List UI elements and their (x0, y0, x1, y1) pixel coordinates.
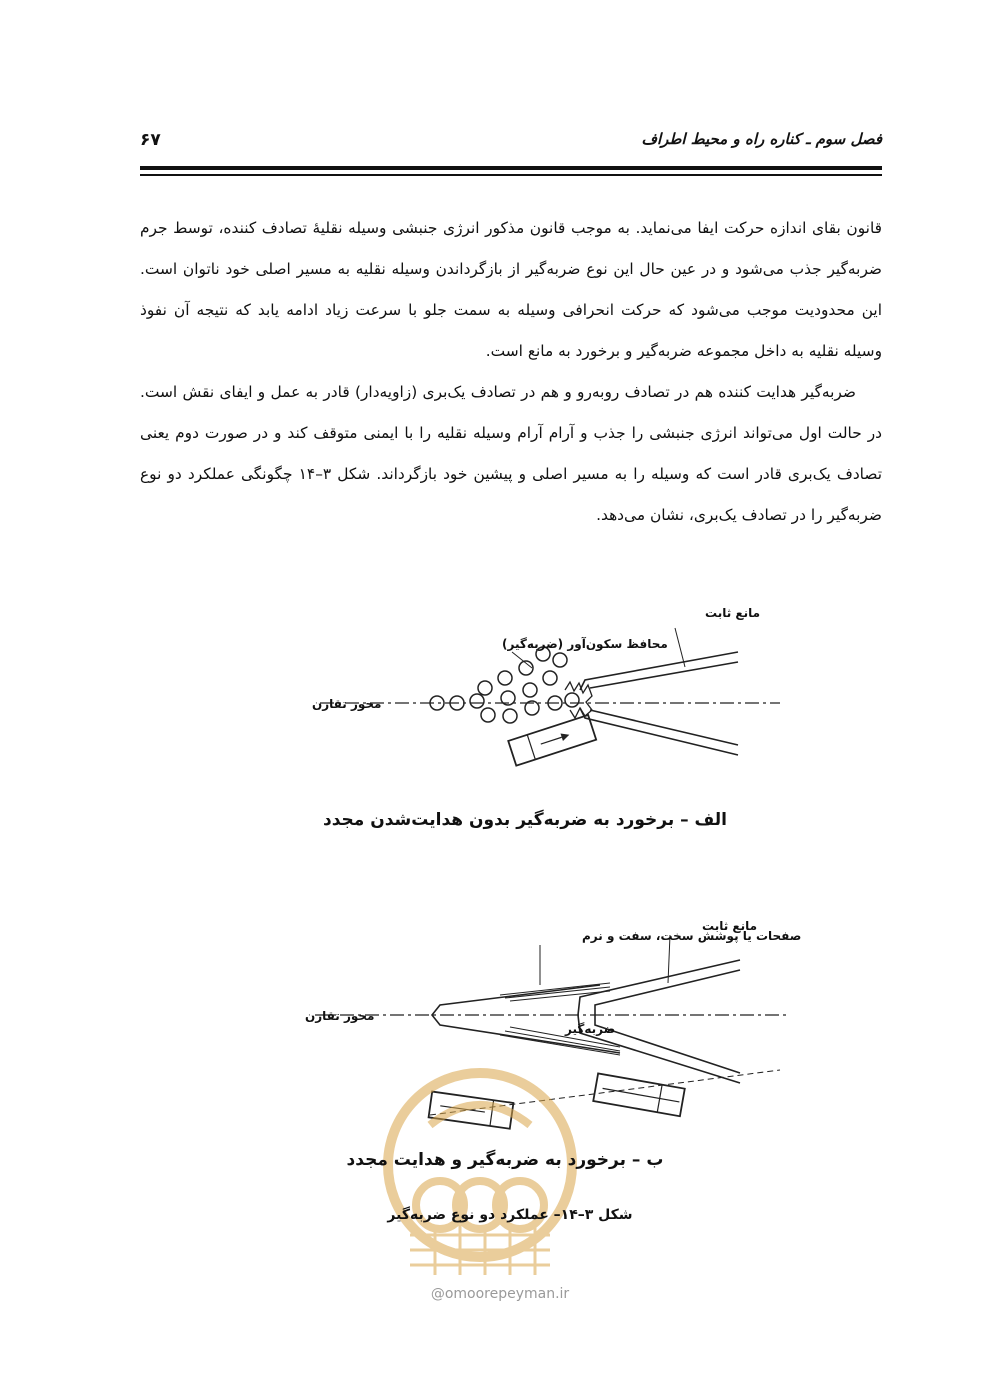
obstacle-leader (675, 628, 685, 667)
crash-cushion-outline (432, 985, 620, 1053)
obstacle-lower-outer (580, 708, 738, 755)
barrier-leader (512, 652, 532, 668)
label-crash-cushion: ضربه‌گیر (565, 1022, 616, 1036)
page-header (140, 130, 882, 160)
obstacle-b-inner (595, 970, 740, 1073)
label-axis-b: محور تقارن (305, 1009, 375, 1023)
chapter-title: فصل سوم ـ کناره راه و محیط اطراف (641, 130, 882, 148)
paragraph-1: قانون بقای اندازه حرکت ایفا می‌نماید. به موجب قانون مذکور انرژی جنبشی وسیله نقلیهٔ تصادف کننده، توسط جرم ضربه‌گیر جذب می‌شود و در عین حال این نوع ضربه‌گیر از بازگرداندن وسیله نقلیه به مسیر اصلی خود ناتوان است. این محدودیت موجب می‌شود که حرکت انحرافی وسیله به سمت جلو با سرعت زیاد ادامه یابد که نتیجه آن نفوذ وسیله نقلیه به داخل مجموعه ضربه‌گیر و برخورد به مانع است. (140, 219, 882, 360)
car-a (508, 715, 596, 766)
label-inertial-barrier: محافظ سکون‌آور (ضربه‌گیر) (502, 637, 668, 651)
figure-a (140, 590, 882, 780)
label-fixed-obstacle-a: مانع ثابت (705, 606, 761, 620)
label-fixed-obstacle-b: مانع ثابت (702, 919, 758, 933)
body-text (140, 208, 882, 536)
header-rule-thin (140, 174, 882, 176)
watermark-url: @omoorepeyman.ir (430, 1286, 570, 1302)
watermark-logo (380, 1065, 580, 1280)
paragraph-2: ضربه‌گیر هدایت کننده هم در تصادف روبه‌رو و هم در تصادف یک‌بری (زاویه‌دار) قادر به عمل و ایفای نقش است. در حالت اول می‌تواند انرژی جنبشی را جذب و آرام آرام وسیله نقلیه را با ایمنی متوقف کند و در صورت دوم یعنی تصادف یک‌بری قادر است که وسیله را به مسیر اصلی و پیشین خود بازگرداند. شکل ۳–۱۴ چگونگی عملکرد دو نوع ضربه‌گیر را در تصادف یک‌بری، نشان می‌دهد. (140, 383, 882, 524)
header-rule-thick (140, 166, 882, 170)
label-axis-a: محور تقارن (312, 697, 382, 711)
obstacle-lower-inner (590, 710, 738, 745)
car-b-2 (593, 1073, 685, 1116)
figure-a-diagram (140, 590, 882, 780)
page-number: ۶۷ (140, 130, 161, 150)
barrels (430, 647, 579, 723)
caption-figure-b: ب – برخورد به ضربه‌گیر و هدایت مجدد (346, 1150, 664, 1170)
caption-figure-a: الف – برخورد به ضربه‌گیر بدون هدایت‌شدن مجدد (322, 810, 727, 830)
obstacle-upper-outer (580, 652, 738, 690)
figure-title: شکل ۳–۱۴– عملکرد دو نوع ضربه‌گیر (387, 1207, 633, 1223)
label-panels: صفحات یا پوشش سخت، سفت و نرم (582, 929, 802, 943)
